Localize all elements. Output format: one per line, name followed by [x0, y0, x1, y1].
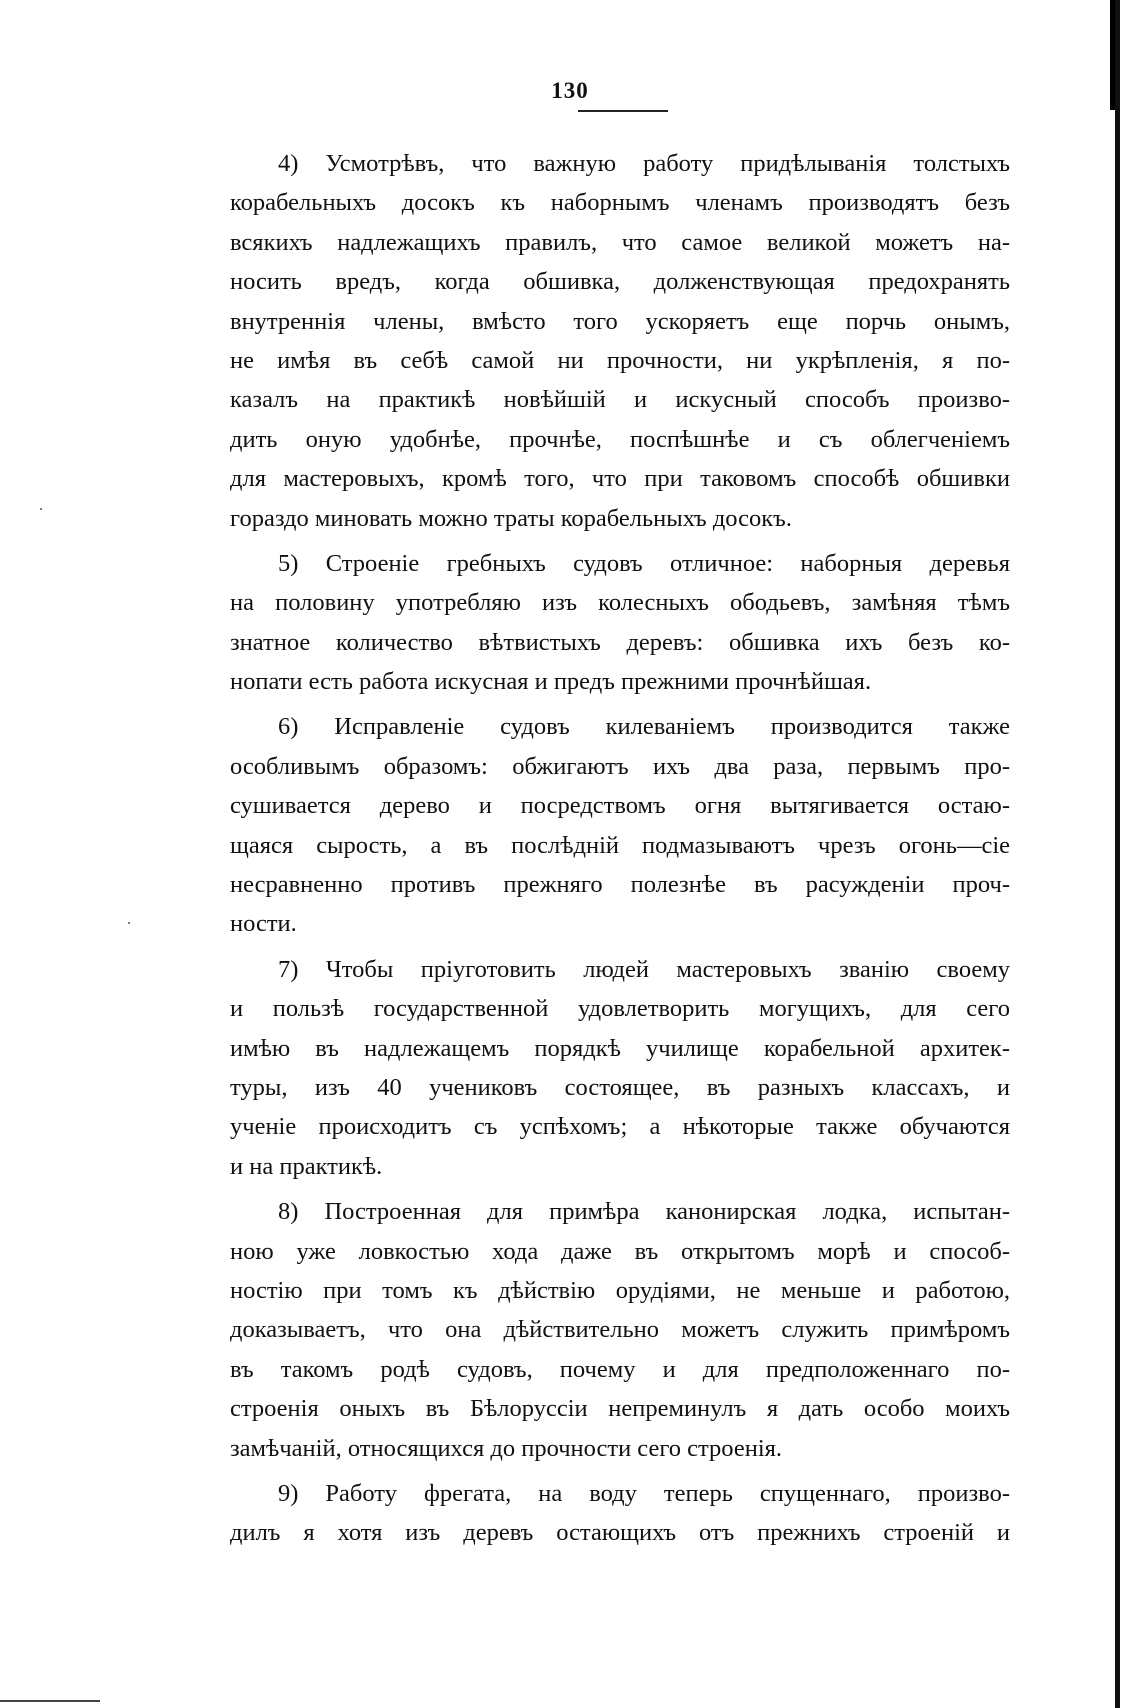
text-line: 7) Чтобы пріуготовить людей мастеровыхъ званію своему: [278, 955, 1010, 983]
page-number: 130: [551, 78, 589, 103]
text-line: сушивается дерево и посредствомъ огня вытягивается остаю-: [230, 792, 1010, 820]
paragraph: [230, 707, 1010, 943]
paragraph: [230, 950, 1010, 1186]
paragraph: [230, 1474, 1010, 1553]
text-line: доказываетъ, что она дѣйствительно можетъ служить примѣромъ: [230, 1316, 1010, 1344]
text-line: дилъ я хотя изъ деревъ остающихъ отъ прежнихъ строеній и: [230, 1519, 1010, 1547]
scan-speck: [40, 508, 42, 510]
text-line: въ такомъ родѣ судовъ, почему и для предположеннаго по-: [230, 1355, 1010, 1383]
text-line: 6) Исправленіе судовъ килеваніемъ производится также: [278, 713, 1010, 741]
text-line: ности.: [230, 910, 297, 938]
text-line: строенія оныхъ въ Бѣлоруссіи непреминулъ я дать особо моихъ: [230, 1395, 1010, 1423]
scan-speck: [128, 922, 130, 924]
text-line: казалъ на практикѣ новѣйшій и искусный способъ произво-: [230, 386, 1010, 414]
text-line: и на практикѣ.: [230, 1152, 383, 1180]
text-line: внутреннія члены, вмѣсто того ускоряетъ еще порчь онымъ,: [230, 307, 1010, 335]
text-line: ною уже ловкостью хода даже въ открытомъ морѣ и способ-: [230, 1237, 1010, 1265]
text-line: 5) Строеніе гребныхъ судовъ отличное: наборныя деревья: [278, 549, 1010, 577]
text-line: имѣю въ надлежащемъ порядкѣ училище корабельной архитек-: [230, 1034, 1010, 1062]
text-line: знатное количество вѣтвистыхъ деревъ: обшивка ихъ безъ ко-: [230, 628, 1010, 656]
scan-edge-line: [0, 1700, 100, 1702]
paragraph: [230, 544, 1010, 702]
text-line: дить оную удобнѣе, прочнѣе, поспѣшнѣе и съ облегченіемъ: [230, 425, 1010, 453]
text-line: туры, изъ 40 учениковъ состоящее, въ разныхъ классахъ, и: [230, 1073, 1010, 1101]
text-line: 4) Усмотрѣвъ, что важную работу придѣлыванія толстыхъ: [278, 150, 1010, 177]
text-body: [230, 144, 1010, 1559]
text-line: несравненно противъ прежняго полезнѣе въ расужденіи проч-: [230, 871, 1010, 899]
text-line: особливымъ образомъ: обжигаютъ ихъ два раза, первымъ про-: [230, 752, 1010, 780]
text-line: гораздо миновать можно траты корабельныхъ досокъ.: [230, 504, 792, 532]
text-line: носить вредъ, когда обшивка, долженствующая предохранять: [230, 268, 1010, 296]
paragraph: [230, 1192, 1010, 1468]
text-line: нопати есть работа искусная и предъ прежними прочнѣйшая.: [230, 668, 872, 696]
page-number-rule: [578, 110, 668, 112]
text-line: для мастеровыхъ, кромѣ того, что при таковомъ способѣ обшивки: [230, 465, 1010, 493]
text-line: на половину употребляю изъ колесныхъ ободьевъ, замѣняя тѣмъ: [230, 589, 1010, 617]
paragraph: [230, 144, 1010, 538]
text-line: и пользѣ государственной удовлетворить могущихъ, для сего: [230, 995, 1010, 1023]
text-line: 9) Работу фрегата, на воду теперь спущеннаго, произво-: [278, 1479, 1010, 1507]
text-line: не имѣя въ себѣ самой ни прочности, ни укрѣпленія, я по-: [230, 346, 1010, 374]
text-line: ностію при томъ къ дѣйствію орудіями, не меньше и работою,: [230, 1276, 1010, 1304]
text-line: замѣчаній, относящихся до прочности сего строенія.: [230, 1434, 783, 1462]
text-line: ученіе происходитъ съ успѣхомъ; а нѣкоторые также обучаются: [230, 1113, 1010, 1141]
text-line: щаяся сырость, а въ послѣдній подмазываютъ чрезъ огонь—сіе: [230, 831, 1010, 859]
text-line: корабельныхъ досокъ къ наборнымъ членамъ производятъ безъ: [230, 189, 1010, 217]
page-edge-line: [1115, 0, 1120, 1708]
text-line: 8) Построенная для примѣра канонирская лодка, испытан-: [278, 1198, 1010, 1226]
text-line: всякихъ надлежащихъ правилъ, что самое великой можетъ на-: [230, 228, 1010, 256]
